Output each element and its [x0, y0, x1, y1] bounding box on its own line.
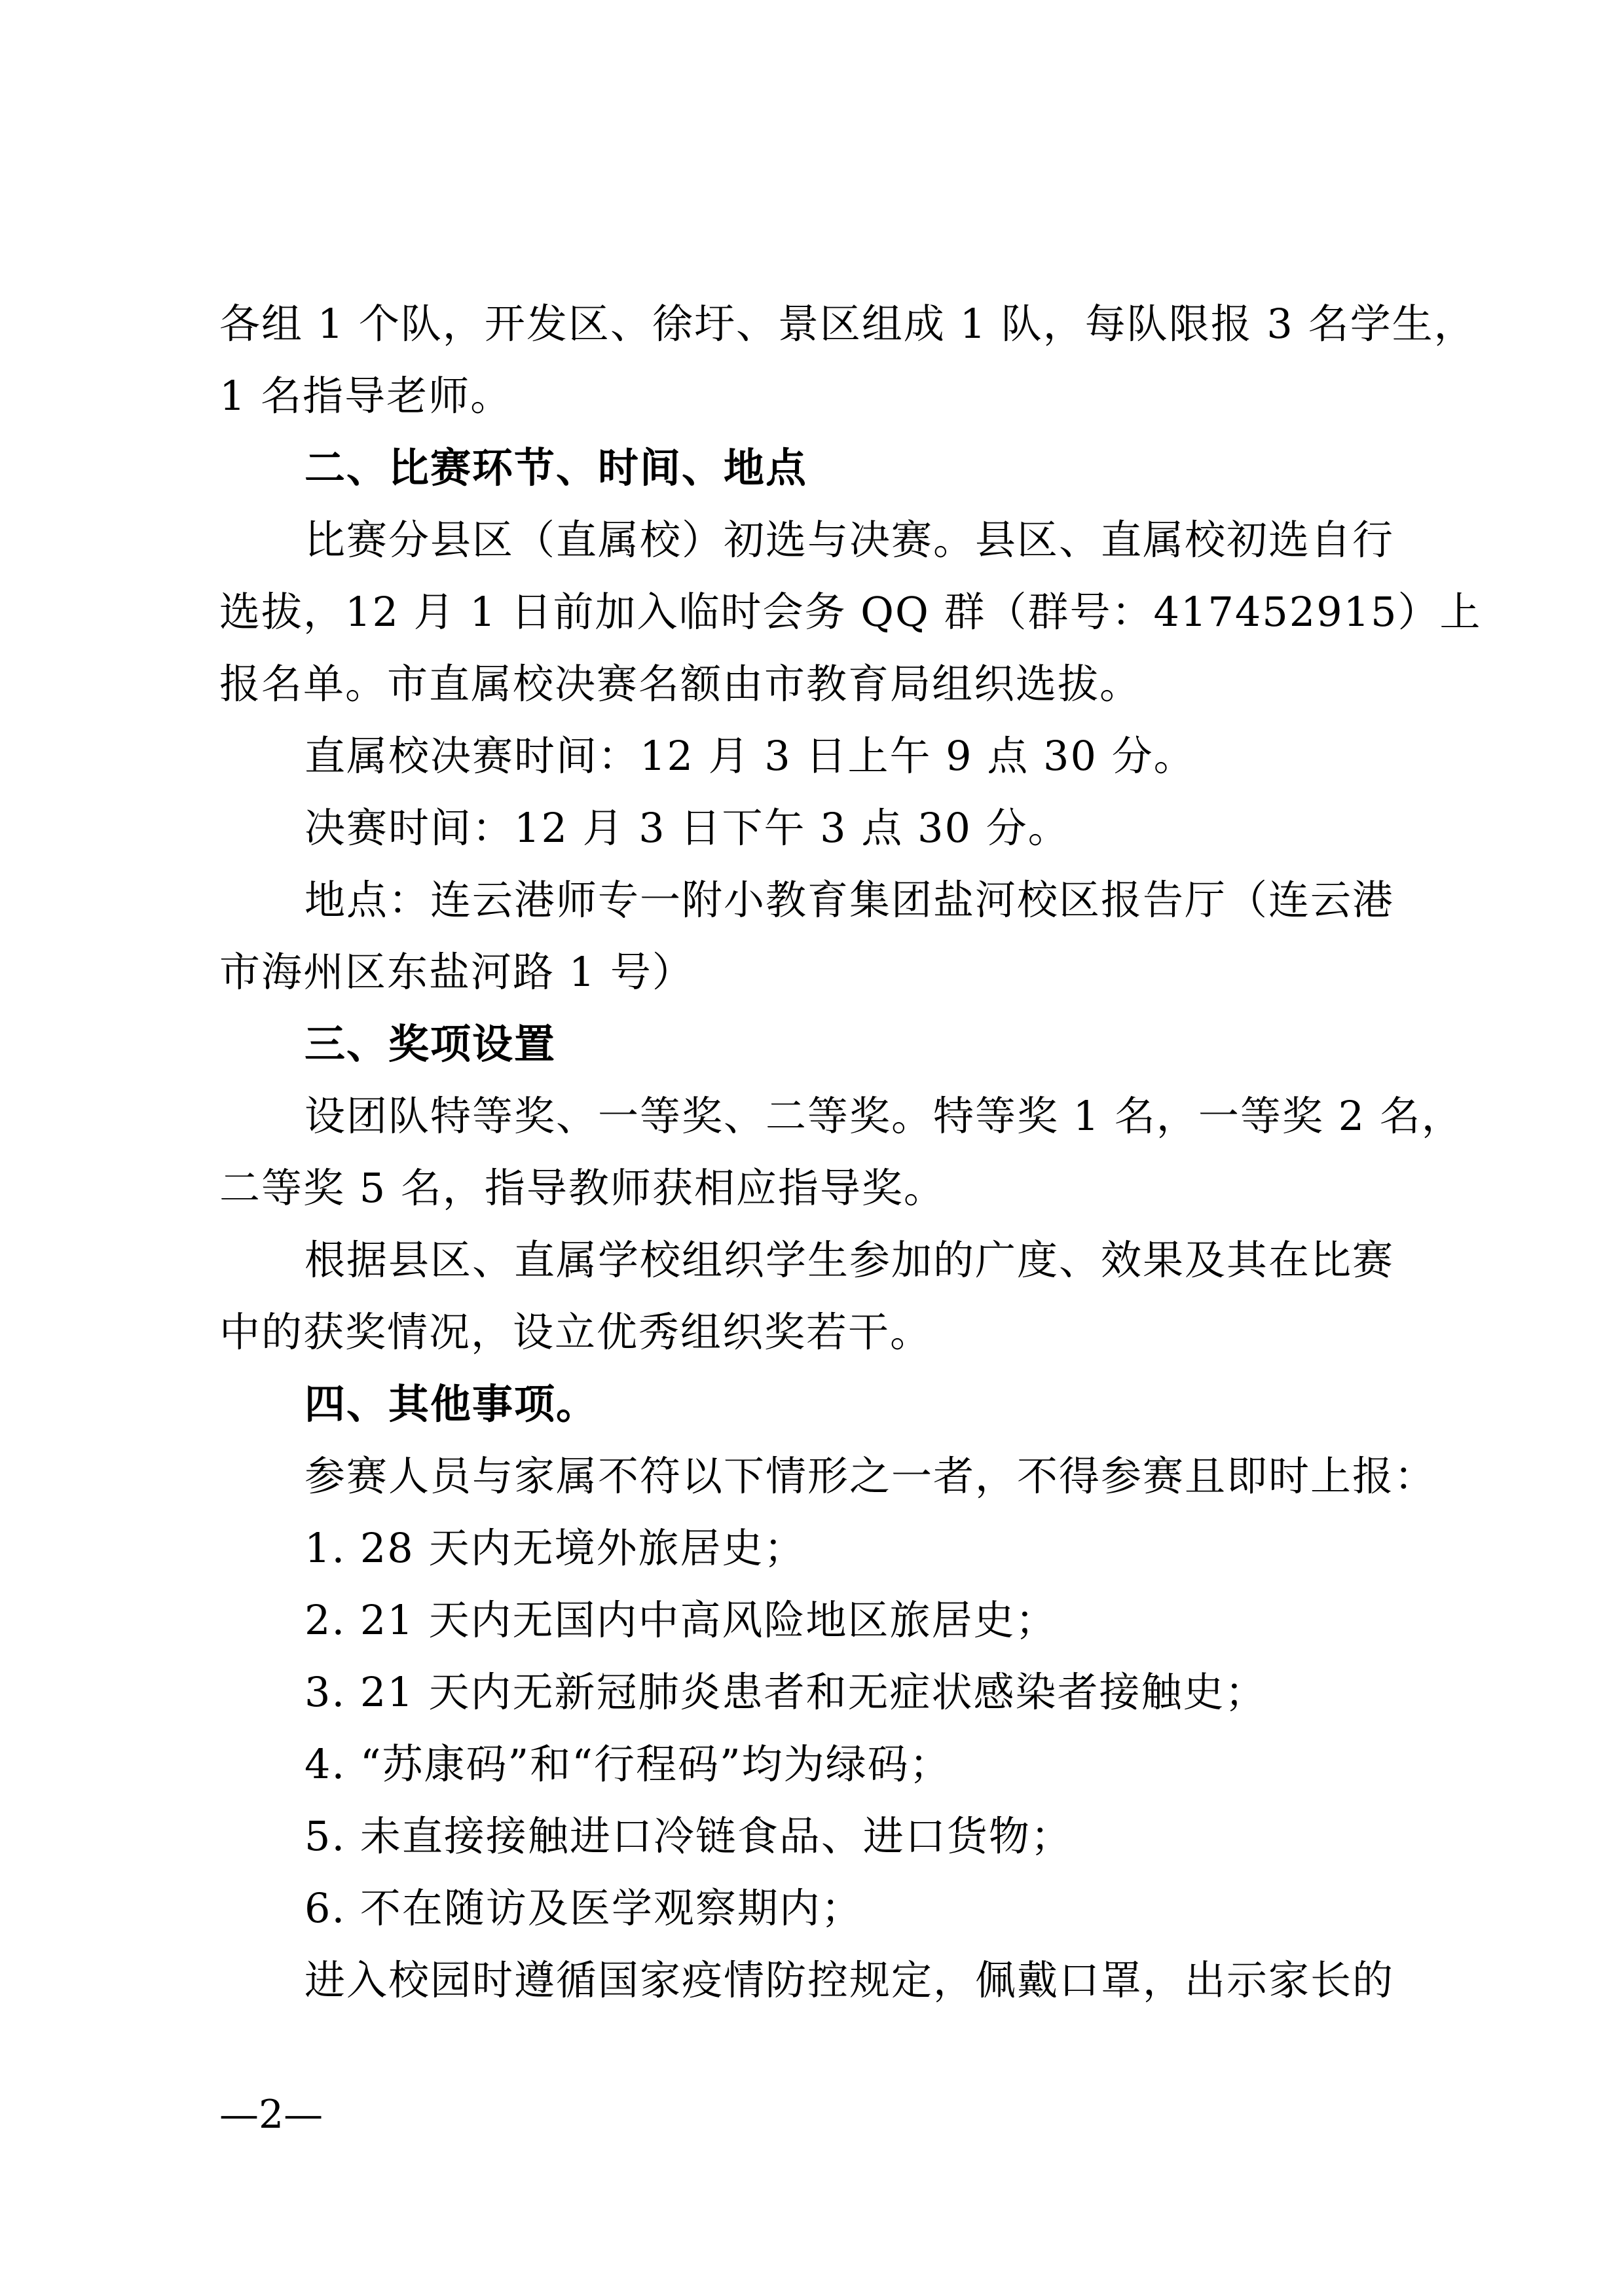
paragraph-line: 报名单。市直属校决赛名额由市教育局组织选拔。 — [219, 660, 1142, 708]
paragraph-line: 二等奖 5 名，指导教师获相应指导奖。 — [219, 1164, 946, 1212]
paragraph-line: 设团队特等奖、一等奖、二等奖。特等奖 1 名，一等奖 2 名， — [304, 1092, 1464, 1140]
list-item: 1. 28 天内无境外旅居史； — [304, 1524, 806, 1572]
paragraph-line: 根据县区、直属学校组织学生参加的广度、效果及其在比赛 — [304, 1236, 1395, 1284]
paragraph-line: 进入校园时遵循国家疫情防控规定，佩戴口罩，出示家长的 — [304, 1956, 1395, 2004]
list-item: 2. 21 天内无国内中高风险地区旅居史； — [304, 1596, 1058, 1644]
list-item: 6. 不在随访及医学观察期内； — [304, 1884, 863, 1932]
section-heading-3: 三、奖项设置 — [304, 1020, 557, 1068]
paragraph-line: 选拔，12 月 1 日前加入临时会务 QQ 群（群号：417452915）上 — [219, 588, 1482, 636]
paragraph-line: 决赛时间：12 月 3 日下午 3 点 30 分。 — [304, 804, 1070, 852]
paragraph-line: 地点：连云港师专一附小教育集团盐河校区报告厅（连云港 — [304, 876, 1395, 924]
list-item: 3. 21 天内无新冠肺炎患者和无症状感染者接触史； — [304, 1668, 1267, 1716]
paragraph-line: 中的获奖情况，设立优秀组织奖若干。 — [219, 1308, 932, 1356]
section-heading-4: 四、其他事项。 — [304, 1380, 599, 1428]
paragraph-line: 各组 1 个队，开发区、徐圩、景区组成 1 队，每队限报 3 名学生， — [219, 300, 1476, 348]
page-number: —2— — [219, 2092, 323, 2138]
paragraph-line: 1 名指导老师。 — [219, 372, 513, 420]
list-item: 5. 未直接接触进口冷链食品、进口货物； — [304, 1812, 1073, 1860]
paragraph-line: 市海州区东盐河路 1 号） — [219, 948, 694, 996]
paragraph-line: 直属校决赛时间：12 月 3 日上午 9 点 30 分。 — [304, 732, 1196, 780]
paragraph-line: 比赛分县区（直属校）初选与决赛。县区、直属校初选自行 — [304, 516, 1395, 564]
list-item: 4. “苏康码”和“行程码”均为绿码； — [304, 1740, 951, 1788]
section-heading-2: 二、比赛环节、时间、地点 — [304, 444, 808, 492]
paragraph-line: 参赛人员与家属不符以下情形之一者，不得参赛且即时上报： — [304, 1452, 1437, 1500]
